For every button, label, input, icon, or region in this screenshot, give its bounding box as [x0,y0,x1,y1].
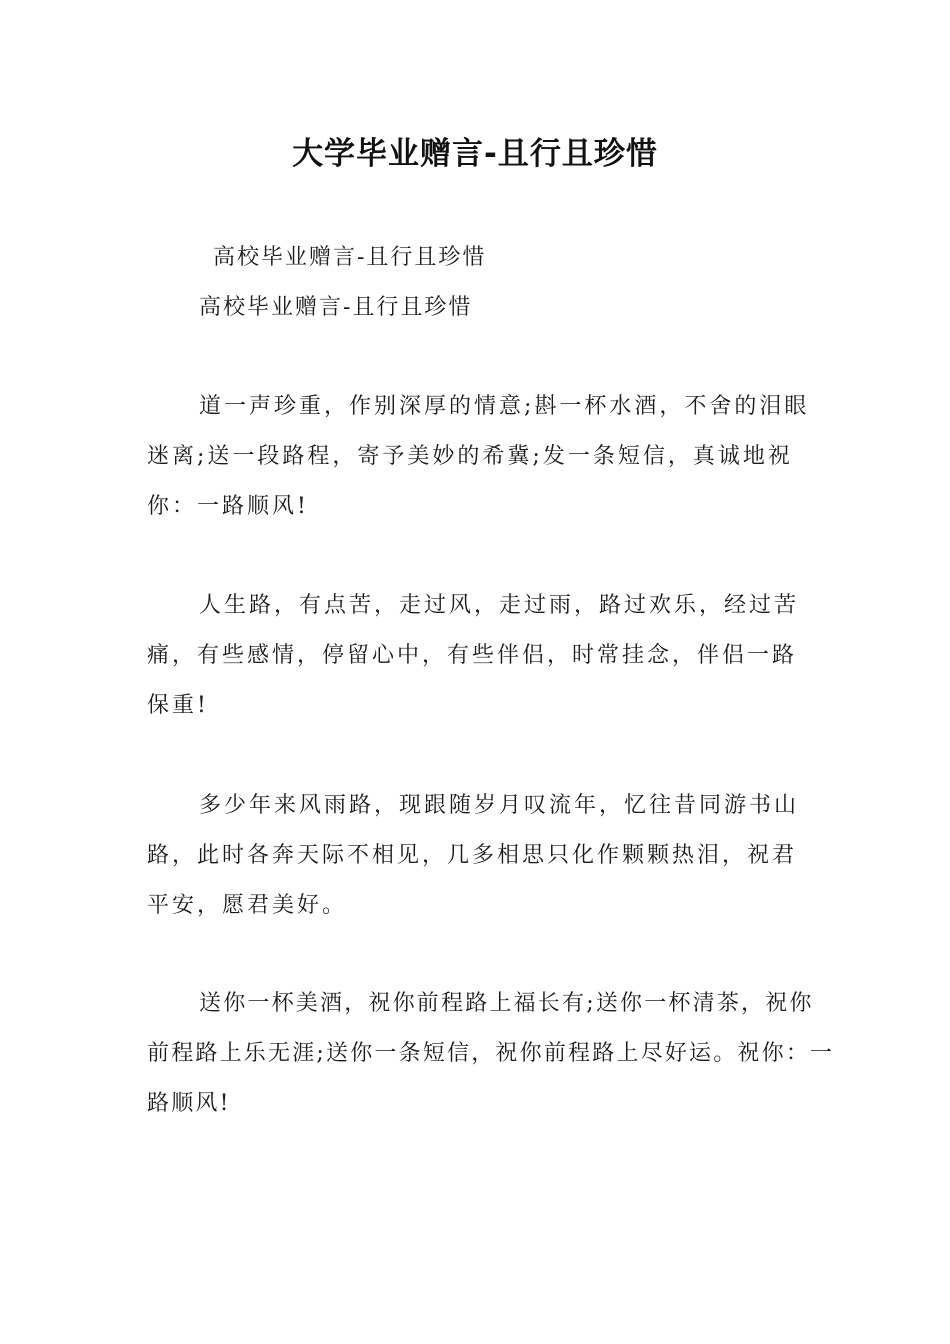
paragraph-4: 送你一杯美酒，祝你前程路上福长有;送你一杯清茶，祝你前程路上乐无涯;送你一条短信，祝你前程路上尽好运。祝你：一路顺风! [147,991,835,1116]
page-title: 大学毕业赠言-且行且珍惜 [292,136,658,172]
subtitle-line-2: 高校毕业赠言-且行且珍惜 [199,295,473,320]
subtitle-line-1: 高校毕业赠言-且行且珍惜 [213,245,487,270]
paragraph-1: 道一声珍重，作别深厚的情意;斟一杯水酒，不舍的泪眼迷离;送一段路程，寄予美妙的希冀;发一条短信，真诚地祝你：一路顺风! [147,394,810,519]
paragraph-2: 人生路，有点苦，走过风，走过雨，路过欢乐，经过苦痛，有些感情，停留心中，有些伴侣，时常挂念，伴侣一路保重! [147,593,800,718]
paragraph-3: 多少年来风雨路，现跟随岁月叹流年，忆往昔同游书山路，此时各奔天际不相见，几多相思只化作颗颗热泪，祝君平安，愿君美好。 [147,793,800,918]
